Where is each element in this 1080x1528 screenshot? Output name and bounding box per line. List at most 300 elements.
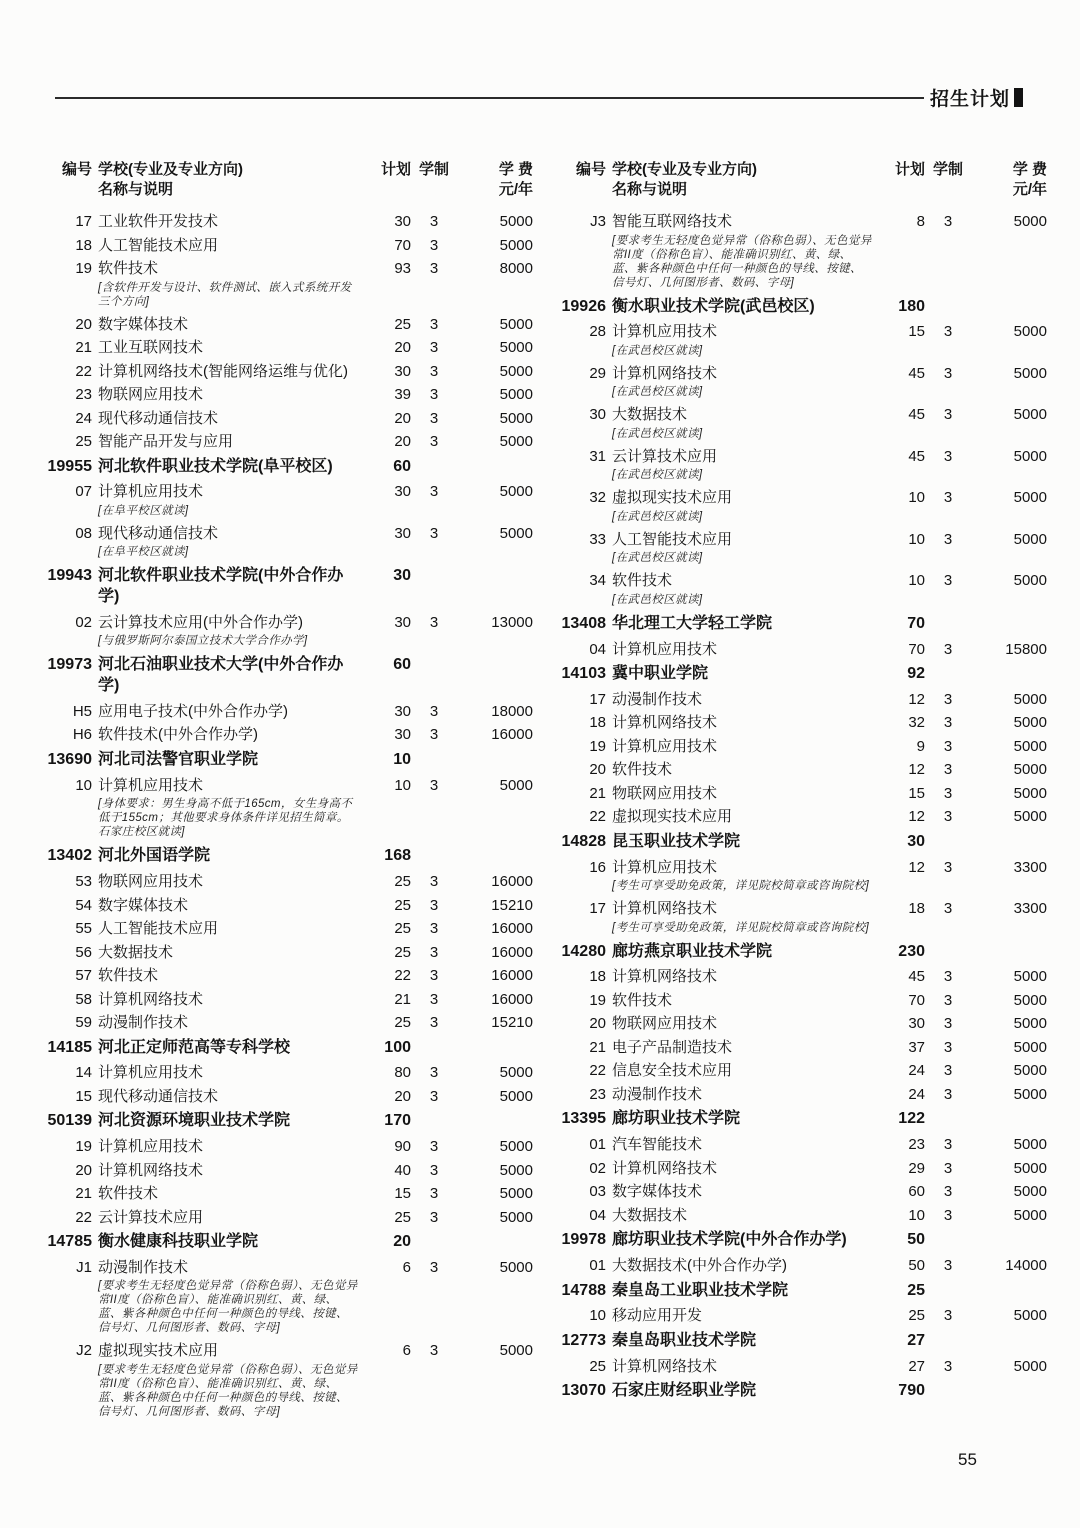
program-row bbox=[34, 774, 533, 844]
plan-value: 30 bbox=[394, 213, 411, 230]
plan-value: 45 bbox=[908, 364, 925, 382]
program-name: 虚拟现实技术应用 bbox=[98, 1342, 219, 1360]
program-name-cell bbox=[98, 1013, 359, 1033]
program-row bbox=[34, 1339, 533, 1423]
plan-value: 10 bbox=[908, 530, 925, 548]
program-name-cell bbox=[612, 447, 873, 485]
school-name: 河北软件职业技术学院(中外合作办学) bbox=[98, 567, 344, 606]
program-no: 19 bbox=[75, 1138, 92, 1156]
program-name: 汽车智能技术 bbox=[612, 1136, 703, 1154]
program-name-cell bbox=[98, 432, 359, 452]
program-name: 物联网应用技术 bbox=[612, 1015, 718, 1033]
program-name: 虚拟现实技术应用 bbox=[612, 489, 733, 507]
program-name-cell bbox=[98, 338, 359, 358]
program-no: 55 bbox=[75, 920, 92, 938]
program-name: 计算机网络技术 bbox=[612, 714, 718, 732]
program-no: 18 bbox=[589, 968, 606, 986]
program-name-cell bbox=[612, 571, 873, 609]
program-no: 20 bbox=[589, 1015, 606, 1033]
program-note: [考生可享受助免政策，详见院校简章或咨询院校] bbox=[612, 921, 870, 934]
duration-value: 3 bbox=[943, 447, 953, 465]
program-row bbox=[548, 1036, 1047, 1060]
program-name: 云计算技术应用(中外合作办学) bbox=[98, 613, 303, 631]
duration-value: 3 bbox=[429, 702, 439, 720]
program-row bbox=[34, 480, 533, 522]
plan-value: 6 bbox=[402, 1342, 411, 1360]
duration-value: 3 bbox=[943, 530, 953, 548]
duration-value: 3 bbox=[943, 784, 953, 802]
program-row bbox=[548, 1304, 1047, 1328]
plan-value: 25 bbox=[394, 943, 411, 961]
fee-value: 5000 bbox=[1013, 991, 1047, 1009]
program-no: 04 bbox=[589, 640, 606, 658]
program-row bbox=[548, 1012, 1047, 1036]
program-no: 57 bbox=[75, 967, 92, 985]
school-plan: 25 bbox=[907, 1281, 925, 1299]
fee-value: 5000 bbox=[1013, 364, 1047, 382]
program-no: 04 bbox=[589, 1206, 606, 1224]
program-name: 大数据技术 bbox=[98, 943, 174, 961]
program-note: [在武邑校区就读] bbox=[612, 344, 703, 357]
duration-value: 3 bbox=[943, 1183, 953, 1201]
fee-value: 5000 bbox=[1013, 447, 1047, 465]
program-name: 人工智能技术应用 bbox=[612, 530, 733, 548]
table-header-left bbox=[34, 160, 533, 199]
school-code: 50139 bbox=[47, 1112, 92, 1130]
school-row bbox=[548, 1227, 1047, 1254]
plan-value: 20 bbox=[394, 339, 411, 356]
program-no: 54 bbox=[75, 896, 92, 914]
program-no: 32 bbox=[589, 489, 606, 507]
school-code: 19978 bbox=[561, 1231, 606, 1249]
duration-value: 3 bbox=[943, 714, 953, 732]
school-code: 12773 bbox=[561, 1331, 606, 1349]
plan-value: 93 bbox=[394, 260, 411, 277]
program-name-cell bbox=[98, 725, 359, 745]
program-row bbox=[548, 362, 1047, 404]
program-note: [考生可享受助免政策，详见院校简章或咨询院校] bbox=[612, 880, 870, 893]
school-plan: 27 bbox=[907, 1331, 925, 1349]
fee-value: 5000 bbox=[499, 1087, 533, 1105]
program-no: 18 bbox=[75, 236, 92, 254]
school-name: 衡水职业技术学院(武邑校区) bbox=[612, 297, 815, 315]
plan-value: 30 bbox=[394, 702, 411, 720]
fee-value: 16000 bbox=[491, 726, 533, 744]
school-row bbox=[548, 1378, 1047, 1405]
program-name-cell bbox=[612, 690, 873, 710]
program-name-cell bbox=[98, 966, 359, 986]
program-name: 计算机网络技术 bbox=[98, 990, 204, 1008]
duration-value: 3 bbox=[943, 1357, 953, 1375]
duration-value: 3 bbox=[429, 613, 439, 631]
fee-value: 5000 bbox=[499, 339, 533, 356]
plan-value: 60 bbox=[908, 1183, 925, 1201]
program-name: 软件技术 bbox=[612, 761, 673, 779]
program-no: 16 bbox=[589, 858, 606, 876]
fee-value: 15210 bbox=[491, 896, 533, 914]
plan-value: 30 bbox=[394, 613, 411, 631]
duration-value: 3 bbox=[429, 409, 439, 427]
program-row bbox=[34, 870, 533, 894]
program-name: 计算机应用技术 bbox=[98, 1064, 204, 1082]
fee-value: 5000 bbox=[499, 236, 533, 254]
program-name-cell bbox=[612, 1159, 873, 1179]
header-school-line1: 学校(专业及专业方向) bbox=[612, 161, 757, 178]
program-note: [身体要求：男生身高不低于165cm，女生身高不低于155cm；其他要求身体条件详见招生简章。石家庄校区就读] bbox=[98, 798, 353, 839]
fee-value: 5000 bbox=[1013, 737, 1047, 755]
header-no: 编号 bbox=[61, 161, 92, 178]
duration-value: 3 bbox=[943, 323, 953, 341]
fee-value: 5000 bbox=[1013, 1038, 1047, 1056]
plan-value: 22 bbox=[394, 967, 411, 985]
program-row bbox=[548, 569, 1047, 611]
school-plan: 170 bbox=[384, 1112, 411, 1130]
plan-value: 8 bbox=[916, 213, 925, 230]
header-fee-line1: 学 费 bbox=[498, 161, 533, 178]
program-name-cell bbox=[98, 259, 359, 311]
program-no: 24 bbox=[75, 409, 92, 427]
duration-value: 3 bbox=[943, 737, 953, 755]
school-plan: 30 bbox=[907, 832, 925, 850]
header-fee-line2: 元/年 bbox=[1012, 180, 1047, 198]
school-row bbox=[548, 611, 1047, 638]
duration-value: 3 bbox=[429, 896, 439, 914]
program-name: 现代移动通信技术 bbox=[98, 409, 219, 427]
program-row bbox=[548, 856, 1047, 898]
plan-value: 37 bbox=[908, 1038, 925, 1056]
program-no: 59 bbox=[75, 1014, 92, 1032]
program-name: 计算机应用技术 bbox=[98, 483, 204, 501]
program-row bbox=[34, 700, 533, 724]
plan-value: 25 bbox=[394, 873, 411, 891]
program-name-cell bbox=[98, 1087, 359, 1107]
program-no: 58 bbox=[75, 990, 92, 1008]
plan-value: 21 bbox=[394, 990, 411, 1008]
program-row bbox=[34, 383, 533, 407]
program-name: 计算机应用技术 bbox=[612, 640, 718, 658]
program-no: J1 bbox=[76, 1258, 92, 1276]
school-code: 13402 bbox=[47, 847, 92, 865]
fee-value: 5000 bbox=[1013, 1206, 1047, 1224]
duration-value: 3 bbox=[429, 873, 439, 891]
school-code: 19955 bbox=[47, 457, 92, 475]
program-name-cell bbox=[98, 896, 359, 916]
program-row bbox=[34, 1011, 533, 1035]
fee-value: 3300 bbox=[1013, 858, 1047, 876]
program-name: 软件技术 bbox=[612, 991, 673, 1009]
school-plan: 168 bbox=[384, 847, 411, 865]
program-row bbox=[548, 1059, 1047, 1083]
school-code: 14103 bbox=[561, 665, 606, 683]
header-fee bbox=[971, 160, 1047, 199]
program-no: 22 bbox=[75, 362, 92, 380]
duration-value: 3 bbox=[429, 1208, 439, 1226]
school-name: 华北理工大学轻工学院 bbox=[612, 614, 773, 632]
program-row bbox=[548, 486, 1047, 528]
program-no: 22 bbox=[589, 1062, 606, 1080]
program-name: 智能产品开发与应用 bbox=[98, 433, 234, 450]
fee-value: 15210 bbox=[491, 1014, 533, 1032]
program-name: 现代移动通信技术 bbox=[98, 1087, 219, 1105]
program-name: 动漫制作技术 bbox=[612, 1085, 703, 1103]
fee-value: 5000 bbox=[1013, 690, 1047, 708]
duration-value: 3 bbox=[429, 1064, 439, 1082]
program-name: 移动应用开发 bbox=[612, 1307, 703, 1325]
program-name-cell bbox=[612, 737, 873, 757]
program-no: 01 bbox=[589, 1257, 606, 1275]
fee-value: 16000 bbox=[491, 967, 533, 985]
program-row bbox=[548, 1204, 1047, 1228]
program-name-cell bbox=[612, 640, 873, 660]
program-no: 10 bbox=[75, 776, 92, 794]
fee-value: 5000 bbox=[1013, 323, 1047, 341]
fee-value: 16000 bbox=[491, 990, 533, 1008]
program-row bbox=[548, 897, 1047, 939]
fee-value: 5000 bbox=[1013, 808, 1047, 826]
program-row bbox=[548, 735, 1047, 759]
program-no: J2 bbox=[76, 1342, 92, 1360]
plan-value: 20 bbox=[394, 433, 411, 450]
duration-value: 3 bbox=[943, 900, 953, 918]
program-no: 20 bbox=[75, 315, 92, 333]
program-row bbox=[548, 805, 1047, 829]
plan-value: 25 bbox=[394, 1014, 411, 1032]
school-name: 河北正定师范高等专科学校 bbox=[98, 1038, 291, 1056]
plan-value: 32 bbox=[908, 714, 925, 732]
program-note: [要求考生无轻度色觉异常（俗称色弱）、无色觉异常II度（俗称色盲）、能准确识别红、黄、绿、蓝、紫各种颜色中任何一种颜色的导线、按键、信号灯、几何图形者、数码、字母] bbox=[612, 234, 872, 289]
program-row bbox=[34, 234, 533, 258]
school-plan: 10 bbox=[393, 750, 411, 768]
header-duration: 学制 bbox=[418, 161, 449, 178]
plan-value: 25 bbox=[394, 896, 411, 914]
fee-value: 5000 bbox=[1013, 1015, 1047, 1033]
program-no: 18 bbox=[589, 714, 606, 732]
program-no: 29 bbox=[589, 364, 606, 382]
plan-value: 20 bbox=[394, 1087, 411, 1105]
program-row bbox=[548, 1157, 1047, 1181]
program-name-cell bbox=[98, 990, 359, 1010]
school-name: 廊坊职业技术学院(中外合作办学) bbox=[612, 1231, 847, 1249]
duration-value: 3 bbox=[943, 761, 953, 779]
school-plan: 30 bbox=[393, 567, 411, 585]
fee-value: 14000 bbox=[1005, 1257, 1047, 1275]
duration-value: 3 bbox=[943, 1085, 953, 1103]
fee-value: 5000 bbox=[1013, 213, 1047, 230]
duration-value: 3 bbox=[429, 1161, 439, 1179]
fee-value: 3300 bbox=[1013, 900, 1047, 918]
school-plan: 60 bbox=[393, 656, 411, 674]
program-row bbox=[548, 989, 1047, 1013]
fee-value: 5000 bbox=[499, 1208, 533, 1226]
program-no: 03 bbox=[589, 1183, 606, 1201]
program-note: [在武邑校区就读] bbox=[612, 386, 703, 399]
duration-value: 3 bbox=[943, 968, 953, 986]
plan-value: 45 bbox=[908, 406, 925, 424]
plan-value: 12 bbox=[908, 858, 925, 876]
school-code: 13408 bbox=[561, 614, 606, 632]
school-name: 冀中职业学院 bbox=[612, 665, 709, 683]
program-row bbox=[548, 1133, 1047, 1157]
program-name-cell bbox=[612, 488, 873, 526]
duration-value: 3 bbox=[943, 1062, 953, 1080]
plan-value: 15 bbox=[908, 323, 925, 341]
program-name: 数字媒体技术 bbox=[98, 896, 189, 914]
program-name: 计算机网络技术 bbox=[612, 364, 718, 382]
fee-value: 5000 bbox=[1013, 1136, 1047, 1154]
fee-value: 5000 bbox=[1013, 714, 1047, 732]
plan-value: 90 bbox=[394, 1138, 411, 1156]
program-no: 21 bbox=[75, 1185, 92, 1203]
program-row bbox=[34, 723, 533, 747]
program-name: 智能互联网络技术 bbox=[612, 213, 733, 230]
program-name: 云计算技术应用 bbox=[612, 447, 718, 465]
program-name: 电子产品制造技术 bbox=[612, 1038, 733, 1056]
program-row bbox=[548, 528, 1047, 570]
program-row bbox=[548, 403, 1047, 445]
header-fee-line2: 元/年 bbox=[498, 180, 533, 198]
fee-value: 5000 bbox=[1013, 1357, 1047, 1375]
plan-value: 70 bbox=[908, 991, 925, 1009]
fee-value: 5000 bbox=[499, 386, 533, 403]
program-name-cell bbox=[612, 760, 873, 780]
program-no: 25 bbox=[589, 1357, 606, 1375]
plan-value: 30 bbox=[908, 1015, 925, 1033]
program-row bbox=[34, 313, 533, 337]
column-right bbox=[548, 160, 1047, 1405]
fee-value: 5000 bbox=[1013, 1159, 1047, 1177]
program-name: 动漫制作技术 bbox=[98, 1014, 189, 1032]
duration-value: 3 bbox=[943, 858, 953, 876]
plan-value: 12 bbox=[908, 761, 925, 779]
school-row bbox=[548, 1278, 1047, 1305]
program-row bbox=[548, 1083, 1047, 1107]
program-no: 08 bbox=[75, 524, 92, 542]
program-note: [要求考生无轻度色觉异常（俗称色弱）、无色觉异常II度（俗称色盲）、能准确识别红、黄、绿、蓝、紫各种颜色中任何一种颜色的导线、按键、信号灯、几何图形者、数码、字母] bbox=[98, 1280, 358, 1335]
school-row bbox=[548, 294, 1047, 321]
program-note: [要求考生无轻度色觉异常（俗称色弱）、无色觉异常II度（俗称色盲）、能准确识别红、黄、绿、蓝、紫各种颜色中任何一种颜色的导线、按键、信号灯、几何图形者、数码、字母] bbox=[98, 1363, 358, 1418]
duration-value: 3 bbox=[943, 991, 953, 1009]
school-code: 14185 bbox=[47, 1038, 92, 1056]
duration-value: 3 bbox=[943, 690, 953, 708]
program-name: 软件技术(中外合作办学) bbox=[98, 726, 258, 744]
duration-value: 3 bbox=[429, 990, 439, 1008]
program-no: 21 bbox=[589, 1038, 606, 1056]
program-row bbox=[34, 257, 533, 313]
program-row bbox=[548, 1254, 1047, 1278]
school-plan: 70 bbox=[907, 614, 925, 632]
program-row bbox=[548, 445, 1047, 487]
program-name-cell bbox=[612, 713, 873, 733]
program-name-cell bbox=[612, 1357, 873, 1377]
program-no: 14 bbox=[75, 1064, 92, 1082]
program-name: 计算机网络技术 bbox=[612, 1159, 718, 1177]
program-name-cell bbox=[98, 919, 359, 939]
school-name: 廊坊职业技术学院 bbox=[612, 1110, 741, 1128]
program-row bbox=[34, 430, 533, 454]
program-no: 23 bbox=[589, 1085, 606, 1103]
duration-value: 3 bbox=[429, 236, 439, 254]
program-no: 25 bbox=[75, 433, 92, 450]
page-number: 55 bbox=[958, 1450, 977, 1469]
program-name: 计算机网络技术 bbox=[612, 1357, 718, 1375]
duration-value: 3 bbox=[429, 339, 439, 356]
program-row bbox=[34, 1256, 533, 1340]
program-name-cell bbox=[612, 322, 873, 360]
header-school bbox=[612, 160, 873, 199]
program-row bbox=[34, 407, 533, 431]
program-name: 现代移动通信技术 bbox=[98, 524, 219, 542]
program-name-cell bbox=[612, 899, 873, 937]
duration-value: 3 bbox=[429, 213, 439, 230]
duration-value: 3 bbox=[943, 1257, 953, 1275]
program-name-cell bbox=[98, 1161, 359, 1181]
table-header-right bbox=[548, 160, 1047, 199]
duration-value: 3 bbox=[429, 1138, 439, 1156]
plan-value: 20 bbox=[394, 409, 411, 427]
fee-value: 5000 bbox=[499, 409, 533, 427]
program-name: 动漫制作技术 bbox=[98, 1258, 189, 1276]
plan-value: 30 bbox=[394, 362, 411, 380]
program-name: 云计算技术应用 bbox=[98, 1208, 204, 1226]
plan-value: 27 bbox=[908, 1357, 925, 1375]
duration-value: 3 bbox=[429, 776, 439, 794]
fee-value: 15800 bbox=[1005, 640, 1047, 658]
school-name: 石家庄财经职业学院 bbox=[612, 1382, 757, 1400]
program-row bbox=[34, 1085, 533, 1109]
rows-right bbox=[548, 210, 1047, 1405]
program-no: 07 bbox=[75, 483, 92, 501]
program-name-cell bbox=[98, 1208, 359, 1228]
fee-value: 5000 bbox=[499, 524, 533, 542]
program-no: 31 bbox=[589, 447, 606, 465]
school-code: 13690 bbox=[47, 750, 92, 768]
school-name: 廊坊燕京职业技术学院 bbox=[612, 942, 773, 960]
school-name: 河北石油职业技术大学(中外合作办学) bbox=[98, 656, 344, 695]
header-rule-line bbox=[55, 97, 924, 99]
program-name-cell bbox=[612, 1182, 873, 1202]
program-row bbox=[548, 711, 1047, 735]
program-no: 53 bbox=[75, 873, 92, 891]
fee-value: 5000 bbox=[1013, 572, 1047, 590]
program-row bbox=[34, 336, 533, 360]
program-name: 物联网应用技术 bbox=[98, 386, 204, 403]
fee-value: 16000 bbox=[491, 920, 533, 938]
program-name-cell bbox=[98, 1258, 359, 1338]
school-row bbox=[548, 1106, 1047, 1133]
program-name-cell bbox=[98, 776, 359, 842]
plan-value: 80 bbox=[394, 1064, 411, 1082]
school-plan: 100 bbox=[384, 1038, 411, 1056]
program-name: 计算机网络技术 bbox=[612, 968, 718, 986]
plan-value: 40 bbox=[394, 1161, 411, 1179]
fee-value: 5000 bbox=[1013, 1307, 1047, 1325]
school-row bbox=[548, 1328, 1047, 1355]
header-school-line2: 名称与说明 bbox=[98, 180, 174, 198]
program-name-cell bbox=[612, 1085, 873, 1105]
program-no: H6 bbox=[72, 726, 92, 744]
fee-value: 5000 bbox=[1013, 968, 1047, 986]
school-code: 14788 bbox=[561, 1281, 606, 1299]
plan-value: 30 bbox=[394, 726, 411, 744]
program-row bbox=[34, 210, 533, 234]
fee-value: 5000 bbox=[1013, 1183, 1047, 1201]
school-plan: 92 bbox=[907, 665, 925, 683]
fee-value: 8000 bbox=[499, 260, 533, 277]
program-name: 信息安全技术应用 bbox=[612, 1062, 733, 1080]
program-row bbox=[34, 522, 533, 564]
program-row bbox=[34, 611, 533, 653]
plan-value: 10 bbox=[908, 572, 925, 590]
